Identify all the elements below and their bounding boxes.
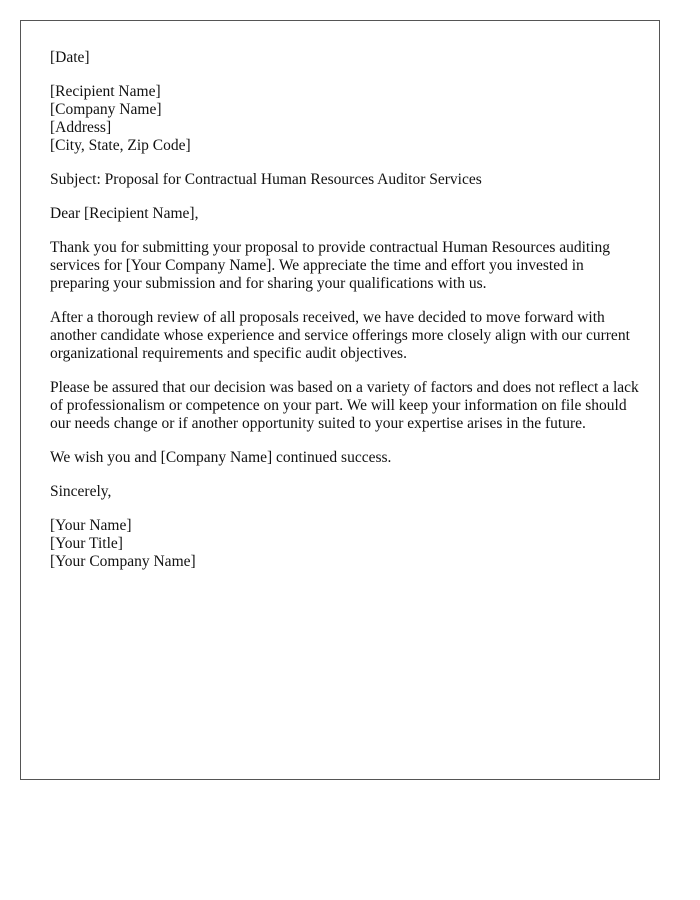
signature-title: [Your Title] <box>50 535 123 552</box>
recipient-block <box>50 83 640 155</box>
recipient-city-state-zip: [City, State, Zip Code] <box>50 137 191 154</box>
paragraph-wishes: We wish you and [Company Name] continued success. <box>50 449 392 466</box>
letter-salutation: Dear [Recipient Name], <box>50 205 199 222</box>
letter-body <box>50 49 640 587</box>
recipient-company: [Company Name] <box>50 101 162 118</box>
letter-subject: Subject: Proposal for Contractual Human Resources Auditor Services <box>50 171 482 188</box>
recipient-address: [Address] <box>50 119 112 136</box>
paragraph-decision: After a thorough review of all proposals received, we have decided to move forward with another candidate whose experience and service offerings more closely align with our current organizational requirements and specific audit objectives. <box>50 309 630 362</box>
signature-name: [Your Name] <box>50 517 132 534</box>
letter-page <box>20 20 660 780</box>
letter-closing: Sincerely, <box>50 483 112 500</box>
signature-company: [Your Company Name] <box>50 553 196 570</box>
recipient-name: [Recipient Name] <box>50 83 161 100</box>
signature-block <box>50 517 640 571</box>
date-block <box>50 49 640 67</box>
letter-date: [Date] <box>50 49 90 66</box>
paragraph-thank-you: Thank you for submitting your proposal to provide contractual Human Resources auditing services for [Your Company Name]. We appreciate the time and effort you invested in preparing your submission and for sharing your qualifications with us. <box>50 239 611 292</box>
paragraph-assurance: Please be assured that our decision was based on a variety of factors and does not reflect a lack of professionalism or competence on your part. We will keep your information on file should our needs change or if another opportunity suited to your expertise arises in the future. <box>50 379 639 432</box>
